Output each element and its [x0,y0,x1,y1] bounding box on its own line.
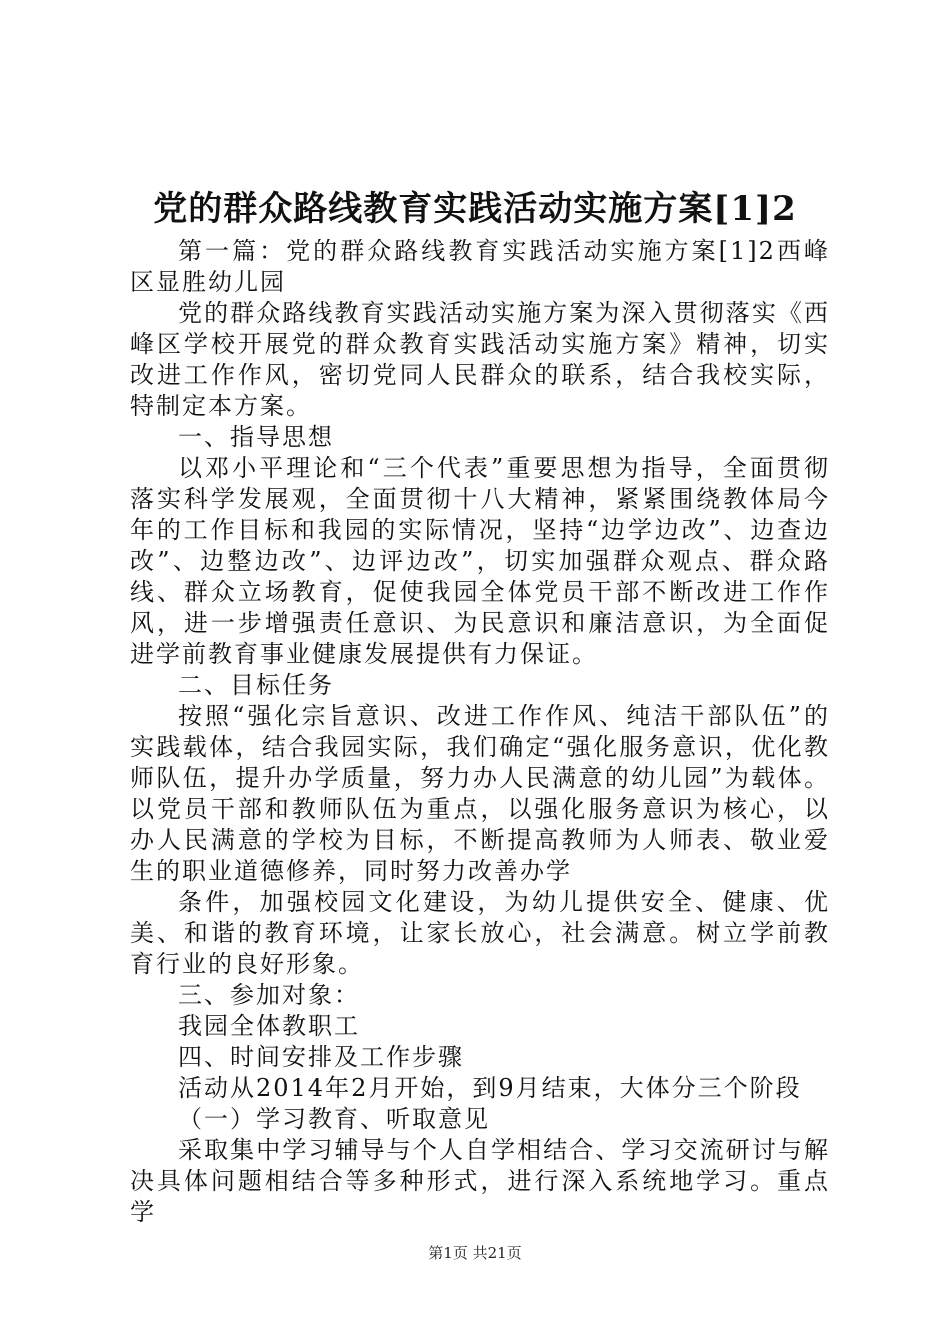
subsection-heading: （一）学习教育、听取意见 [178,1105,490,1133]
paragraph: 第一篇：党的群众路线教育实践活动实施方案[1]2西峰区显胜幼儿园 [130,237,830,296]
paragraph: 以邓小平理论和“三个代表”重要思想为指导，全面贯彻落实科学发展观，全面贯彻十八大精神，紧紧围绕教体局今年的工作目标和我园的实际情况，坚持“边学边改”、边查边改”、边整边改”、边评边改”，切实加强群众观点、群众路线、群众立场教育，促使我园全体党员干部不断改进工作作风，进一步增强责任意识、为民意识和廉洁意识，为全面促进学前教育事业健康发展提供有力保证。 [130,454,830,668]
section-heading: 三、参加对象： [178,981,360,1009]
paragraph: 按照“强化宗旨意识、改进工作作风、纯洁干部队伍”的实践载体，结合我园实际，我们确定“强化服务意识，优化教师队伍，提升办学质量，努力办人民满意的幼儿园”为载体。以党员干部和教师队伍为重点，以强化服务意识为核心，以办人民满意的学校为目标，不断提高教师为人师表、敬业爱生的职业道德修养，同时努力改善办学 [130,702,830,885]
paragraph: 条件，加强校园文化建设，为幼儿提供安全、健康、优美、和谐的教育环境，让家长放心，社会满意。树立学前教育行业的良好形象。 [130,888,830,978]
section-heading: 四、时间安排及工作步骤 [178,1043,464,1071]
section-heading: 一、指导思想 [178,423,334,451]
paragraph: 采取集中学习辅导与个人自学相结合、学习交流研讨与解决具体问题相结合等多种形式，进行深入系统地学习。重点学 [130,1136,830,1226]
paragraph: 活动从2014年2月开始，到9月结束，大体分三个阶段 [178,1074,802,1102]
section-heading: 二、目标任务 [178,671,334,699]
paragraph: 我园全体教职工 [178,1012,360,1040]
page-footer: 第1页 共21页 [428,1244,522,1262]
document-body [130,236,830,1228]
paragraph: 党的群众路线教育实践活动实施方案为深入贯彻落实《西峰区学校开展党的群众教育实践活动实施方案》精神，切实改进工作作风，密切党同人民群众的联系，结合我校实际，特制定本方案。 [130,299,830,420]
document-title: 党的群众路线教育实践活动实施方案[1]2 [153,189,797,229]
